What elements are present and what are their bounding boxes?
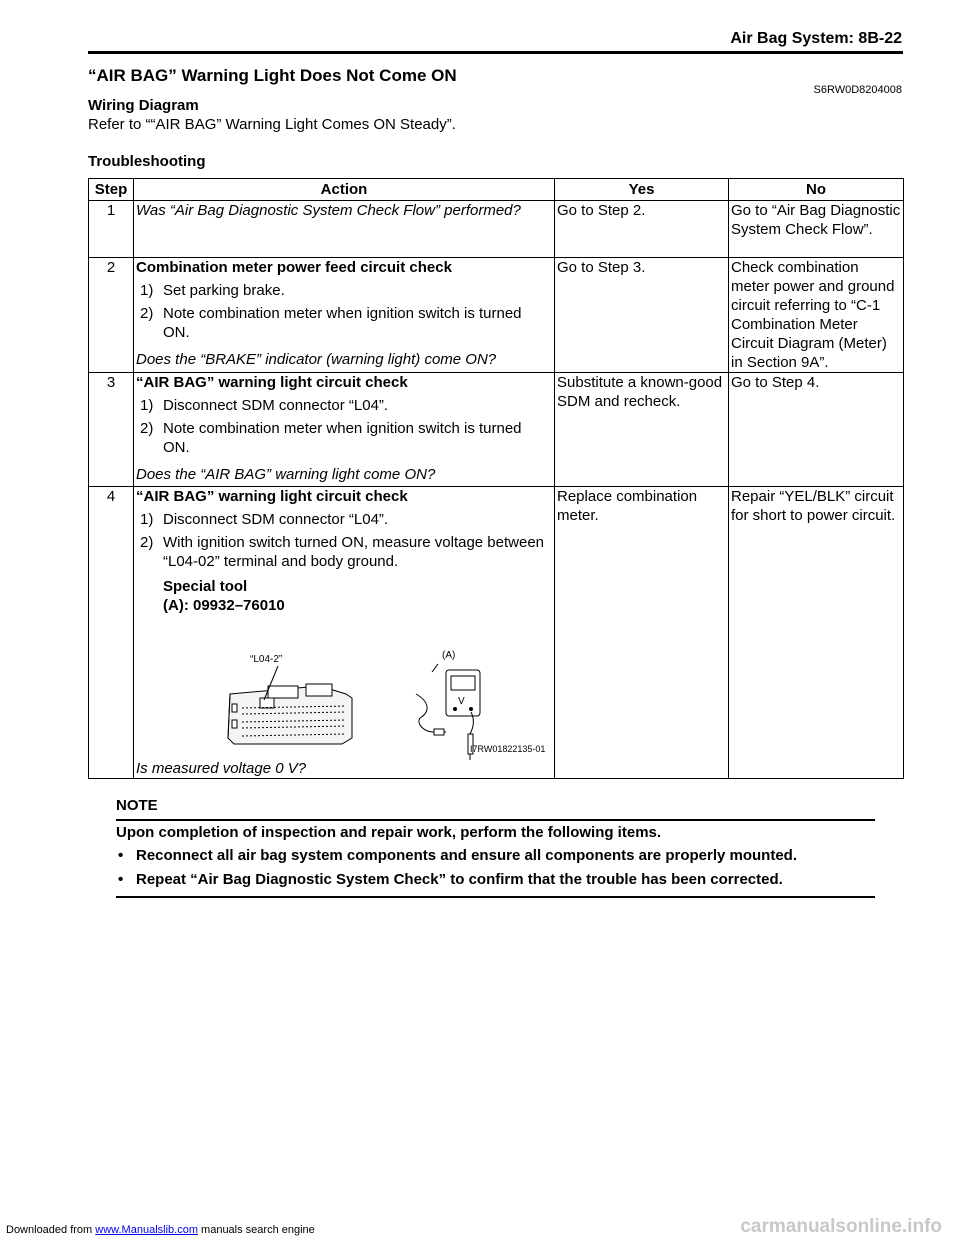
table-row bbox=[89, 487, 904, 779]
no-cell: Go to Step 4. bbox=[729, 373, 904, 487]
voltmeter-symbol: V bbox=[458, 696, 465, 707]
note-bullet-text: Repeat “Air Bag Diagnostic System Check” to confirm that the trouble has been corrected. bbox=[136, 871, 783, 888]
special-tool-value: (A): 09932–76010 bbox=[163, 597, 285, 614]
bullet-icon: • bbox=[118, 847, 124, 864]
action-question: Does the “BRAKE” indicator (warning light) come ON? bbox=[136, 351, 497, 368]
action-step-text: With ignition switch turned ON, measure voltage between “L04-02” terminal and body ground. bbox=[163, 534, 545, 570]
bullet-icon: • bbox=[118, 871, 124, 888]
no-cell: Go to “Air Bag Diagnostic System Check Flow”. bbox=[729, 201, 904, 258]
troubleshooting-table bbox=[88, 178, 904, 779]
figure-code: I7RW01822135-01 bbox=[470, 744, 546, 754]
action-step-number: 1) bbox=[140, 397, 154, 414]
action-step bbox=[136, 510, 552, 529]
action-cell bbox=[134, 201, 555, 258]
action-title: Combination meter power feed circuit check bbox=[136, 259, 452, 276]
footer-suffix: manuals search engine bbox=[197, 1224, 315, 1236]
action-step-text: Note combination meter when ignition switch is turned ON. bbox=[163, 420, 522, 456]
col-header-yes: Yes bbox=[555, 179, 729, 201]
action-title: “AIR BAG” warning light circuit check bbox=[136, 374, 408, 391]
note-bottom-rule bbox=[116, 896, 875, 898]
col-header-step: Step bbox=[89, 179, 134, 201]
action-cell bbox=[134, 487, 555, 779]
yes-cell: Go to Step 2. bbox=[555, 201, 729, 258]
col-header-no: No bbox=[729, 179, 904, 201]
connector-icon bbox=[228, 666, 352, 744]
action-step bbox=[136, 533, 552, 571]
action-cell bbox=[134, 373, 555, 487]
note-bullet bbox=[116, 871, 783, 888]
action-title: “AIR BAG” warning light circuit check bbox=[136, 488, 408, 505]
action-question: Is measured voltage 0 V? bbox=[136, 760, 307, 777]
section-code: S6RW0D8204008 bbox=[813, 84, 902, 96]
note-bullet-text: Reconnect all air bag system components and ensure all components are properly mounted. bbox=[136, 847, 797, 864]
table-row bbox=[89, 373, 904, 487]
step-number: 4 bbox=[89, 487, 134, 779]
meter-label: (A) bbox=[442, 650, 456, 661]
special-tool-label: Special tool bbox=[163, 578, 248, 595]
manualslib-link[interactable]: www.Manualslib.com bbox=[95, 1224, 198, 1236]
step-number: 1 bbox=[89, 201, 134, 258]
action-step bbox=[136, 281, 552, 300]
action-step-text: Disconnect SDM connector “L04”. bbox=[163, 397, 389, 414]
wiring-diagram-text: Refer to ““AIR BAG” Warning Light Comes ON Steady”. bbox=[88, 116, 456, 133]
table-header-row bbox=[89, 179, 904, 201]
action-step-number: 2) bbox=[140, 420, 154, 437]
section-title: “AIR BAG” Warning Light Does Not Come ON bbox=[88, 66, 457, 85]
action-step-number: 1) bbox=[140, 282, 154, 299]
wiring-diagram-heading: Wiring Diagram bbox=[88, 97, 199, 114]
note-top-rule bbox=[116, 819, 875, 821]
note-lead-text: Upon completion of inspection and repair work, perform the following items. bbox=[116, 824, 662, 841]
action-step-number: 2) bbox=[140, 305, 154, 322]
action-question: Does the “AIR BAG” warning light come ON? bbox=[136, 466, 436, 483]
header-rule bbox=[88, 51, 903, 54]
action-question: Was “Air Bag Diagnostic System Check Flow” performed? bbox=[136, 202, 521, 219]
step-number: 3 bbox=[89, 373, 134, 487]
action-step bbox=[136, 396, 552, 415]
yes-cell: Replace combination meter. bbox=[555, 487, 729, 779]
action-step-text: Disconnect SDM connector “L04”. bbox=[163, 511, 389, 528]
note-title: NOTE bbox=[116, 797, 158, 814]
page-header-title: Air Bag System: 8B-22 bbox=[730, 30, 902, 47]
action-cell bbox=[134, 258, 555, 373]
action-step-text: Set parking brake. bbox=[163, 282, 285, 299]
footer-prefix: Downloaded from bbox=[6, 1224, 96, 1236]
troubleshooting-heading: Troubleshooting bbox=[88, 153, 206, 170]
no-cell: Check combination meter power and ground circuit referring to “C-1 Combination Meter Circuit Diagram (Meter) in Section 9A”. bbox=[729, 258, 904, 373]
terminal-label: “L04-2” bbox=[250, 654, 283, 665]
action-step-number: 1) bbox=[140, 511, 154, 528]
note-bullet bbox=[116, 847, 797, 864]
download-footer bbox=[6, 1224, 315, 1236]
yes-cell: Go to Step 3. bbox=[555, 258, 729, 373]
action-step bbox=[136, 304, 552, 342]
table-row bbox=[89, 201, 904, 258]
action-step-text: Note combination meter when ignition switch is turned ON. bbox=[163, 305, 522, 341]
action-step bbox=[136, 419, 552, 457]
table-row bbox=[89, 258, 904, 373]
action-step-number: 2) bbox=[140, 534, 154, 551]
step-number: 2 bbox=[89, 258, 134, 373]
col-header-action: Action bbox=[134, 179, 555, 201]
yes-cell: Substitute a known-good SDM and recheck. bbox=[555, 373, 729, 487]
connector-measurement-figure bbox=[220, 642, 550, 764]
no-cell: Repair “YEL/BLK” circuit for short to power circuit. bbox=[729, 487, 904, 779]
watermark: carmanualsonline.info bbox=[740, 1216, 942, 1237]
